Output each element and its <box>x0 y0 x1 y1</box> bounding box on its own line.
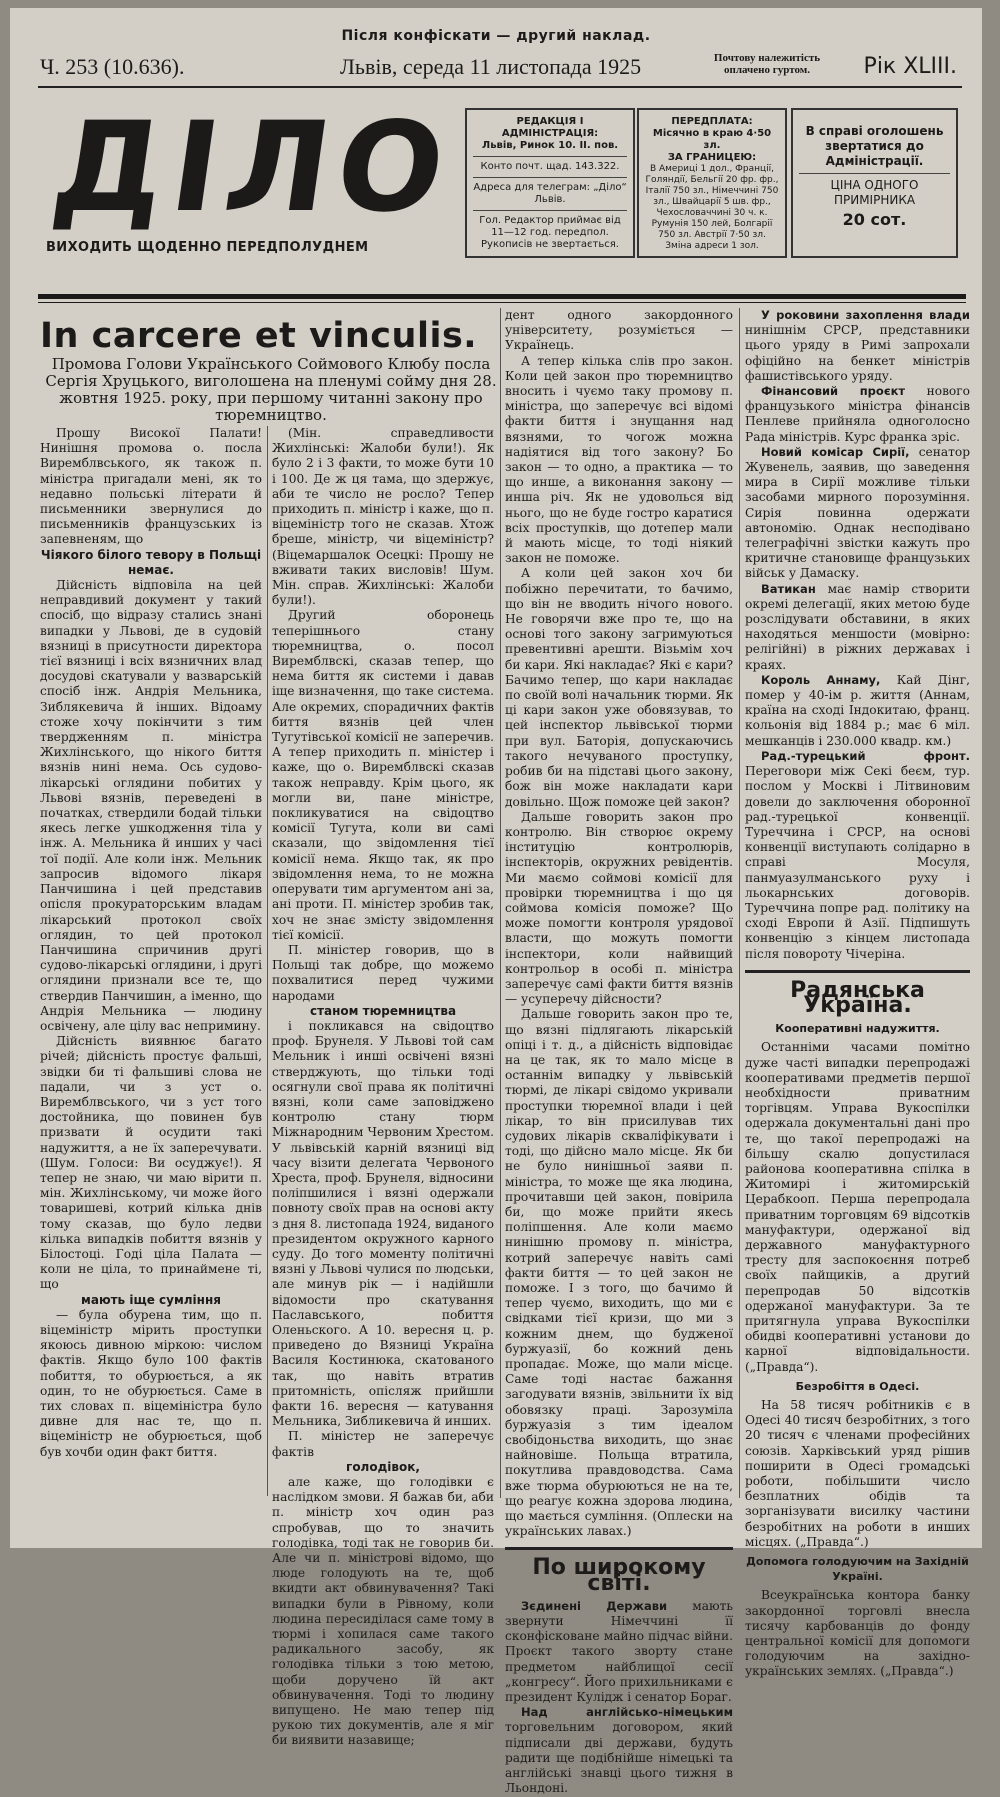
editorial-head: РЕДАКЦІЯ І АДМІНІСТРАЦІЯ: <box>501 116 599 139</box>
paragraph: і покликався на свідоцтво проф. Брунеля. У Львові той сам Мельник і инші освічені вязні стверджують, що тільки тоді осягнули свої права як політичні вязні, коли саме заповіджено контролю стану тюрм Міжнародним Червоним Хрестом. У львівській карній вязниці від часу візити делегата Червоного Хреста, проф. Брунеля, відносини поліпшилися і вязні одержали повноту своїх прав на основі акту з дня 8. листопада 1924, виданого президентом окружного карного суду. До того моменту політичні вязні у Львові чулися по людськи, але минув рік — і надійшли відомости про скатування Паславського, побиття Оленьского. А 10. вересня ц. р. приведено до Вязниці Україна Василя Костинюка, скатованого так, що навіть втратив притомність, опісляж прийшли факти 16. вересня — катування Мельника, Зибликевича й инших. <box>272 1018 494 1429</box>
item-title: Кооперативні надужиття. <box>775 1022 940 1036</box>
editorial-telegram: Адреса для телеграм: „Діло“ Львів. <box>473 182 627 205</box>
paragraph: (Мін. справедливости Жихлінські: Жалоби були!). Як було 2 і 3 факти, то може бути 10 і 100. Де ж ця тама, що здержує, аби те число не росло? Тепер приходить п. міністр і каже, що п. віцеміністр того не сказав. Хтож бреше, міністр, чи віцеміністр? (Віцемаршалок Осецкі: Прошу не вживати таких висловів! Шум. Мін. справ. Жихлінські: Жалоби були!). <box>272 426 494 608</box>
price-label: ЦІНА ОДНОГО ПРИМІРНИКА <box>830 178 919 207</box>
subscription-abroad: В Америці 1 дол., Франції, Голяндії, Бельгії 20 фр. фр., Італії 750 зл., Німеччині 750 зл., Швайцарії 5 шв. фр., Чехословаччині 30 ч. к. Румунія 150 лей, Болгарії 750 зл. Австрії 7·50 зл. Зміна адреси 1 зол. <box>645 164 779 251</box>
subhead: Чіякого білого тевору в Польщі немає. <box>40 547 262 577</box>
news-lead: Ватикан <box>761 581 816 596</box>
news-text: мають звернути Німеччині її сконфісковане майно підчас війни. Проєкт такого зворту стане предметом найблищої сесії „конгресу“. Його прихильниками є президент Кулідж і сенатор Бораг. <box>505 1598 733 1705</box>
column-2 <box>272 426 494 1748</box>
column-rule <box>267 426 268 1496</box>
column-3 <box>505 308 733 1796</box>
news-text: Кай Дінг, помер у 40-ім р. життя (Аннам, країна на сході Індокитаю, франц. кольонія від 1884 р.; має 6 міл. мешканців і 230.000 квадр. км.) <box>745 672 970 748</box>
column-1 <box>40 426 262 1496</box>
paragraph: Останніми часами помітно дуже часті випадки перепродажі кооперативами предметів першої необхідности приватним торгівцям. Управа Вукоспілки одержала документальні дані про те, що такої перепродажі на більшу скалю допустилася районова кооперативна спілка в Житомирі і житомирській Церабкооп. Перша перепродала приватним торговцям 69 відсотків мануфактури, одержаної від державного мануфактурного тресту для заспокоєння потреб своїх пайщиків, а другий перепродав 50 відсотків одержаної мануфактури. За те притягнула управа Вукоспілки обидві кооперативні установи до карної відповідальности. („Правда“). <box>745 1040 970 1374</box>
world-section-head: По широкому світі. <box>532 1555 706 1596</box>
paragraph: Прошу Високої Палати! Нинішня промова о. посла Виремблвського, як також п. міністра пригадали мені, як то недавно польські літерати й письменники звернулися до письменників французських із запевненям, що <box>40 426 262 547</box>
issue-line <box>40 50 957 86</box>
soviet-section-head: Радянська Україна. <box>790 977 925 1018</box>
newspaper-page <box>10 8 982 1796</box>
masthead <box>43 96 462 278</box>
news-item <box>505 1705 733 1796</box>
paragraph: але каже, що голодівки є наслідком змови. Я бажав би, аби п. міністр хоч один раз спробував, що то значить голодівка, тоді так не говорив би. Але чи п. міністрові відомо, що люде голодують на те, щоб вкидти акт обвинувачення? Такі випадки були в Рівному, коли людина пересиділася саме тому в тюрмі і хопилася саме такого радикального засобу, як голодівка тільки з тою метою, щоби доручено їй акт обвинувачення. Тоді то людину випущено. Не маю тепер під рукою тих документів, але я міг би виявити назавище; <box>272 1475 494 1748</box>
item-title: Допомога голодуючим на Західній Україні. <box>746 1555 969 1584</box>
news-text: нового французького міністра фінансів Пенлеве прийняла одноголосно Рада міністрів. Курс франка зріс. <box>745 384 970 444</box>
news-item <box>745 673 970 749</box>
lead-subheadline: Промова Голови Українського Соймового Клюбу посла Сергія Хруцького, виголошена на пленумі сойму дня 28. жовтня 1925. року, при першому читанні закону про тюремництво. <box>45 355 497 424</box>
item-title: Безробіття в Одесі. <box>795 1379 920 1393</box>
subscription-head: ПЕРЕДПЛАТА: <box>671 116 753 127</box>
subhead: мають іще сумління <box>81 1292 221 1307</box>
subhead: станом тюремництва <box>309 1003 457 1018</box>
news-lead: Новий комісар Сирії, <box>761 444 910 459</box>
news-text: Переговори між Секі беєм, тур. послом у Москві і Літвиновим довели до заключення оборонної рад.-турецької конвенції. Туреччина і СРСР, на основі конвенції виступають солідарно в справі Мосуля, панмуазулманського руху і льокарнських договорів. Туреччина попре рад. політику на сході Европи й Азії. Підпишуть конвенцію з кінцем листопада після повороту Чічеріна. <box>745 764 970 961</box>
editorial-account: Конто почт. щад. 143.322. <box>480 161 620 172</box>
news-lead: У роковини захоплення влади <box>761 308 970 322</box>
section-rule <box>505 1547 733 1550</box>
editorial-box <box>465 108 635 258</box>
frequency-line: ВИХОДИТЬ ЩОДЕННО ПЕРЕДПОЛУДНЕМ <box>46 240 369 255</box>
news-lead: Над англійсько-німецьким <box>521 1705 733 1720</box>
news-text: торговельним договором, який підписали дві держави, будуть радити ще подібнійше німецькі та англійські знавці цього тижня в Льондоні. <box>505 1720 733 1796</box>
paragraph: Дійсність відповіла на цей неправдивий документ у такий спосіб, що відразу стались знані випадки у Львові, де в судовій вязниці в присутности директора тієї вязниці і всіх вязничних влад досудові скатували у вазварській спосіб інж. Андрія Мельника, Зиблякевича й інших. Відоаму стоже хочу покінчити з тим твердженням п. міністра Жихлінського, що нікого биття вязнів нині нема. Ось судово-лікарські оглядини побитих у Львові вязнів, переведені в початках, ствердили бодай тільки якесь легке ушкодження тіла у інж. А. Мельника й инших у часі тої події. Але коли інж. Мельник запросив відомого лікаря Панчишина і цей представив опісля прокураторським владам лікарський протокол своїх оглядин, то цей протокол Панчишина спричинив другі судово-лікарські оглядини, і другі оглядини признали все те, що ствердив Панчишин, а іменно, що Андрія Мельника — людину освічену, але цілу вас непримину. <box>40 578 262 1033</box>
paragraph: П. міністер говорив, що в Польщі так добре, що можемо похвалитися перед чужими народами <box>272 942 494 1003</box>
editorial-manuscripts: Рукописів не звертається. <box>481 239 619 250</box>
year-label: Рік XLIII. <box>863 54 957 79</box>
paragraph: Дальше говорить закон про те, що вязні підлягають лікарській опіці і т. д., а дійсність відповідає на це так, як то мало місце в останнім випадку у львівській тюрмі, де лікарі свідомо укривали проступки тюремної влади і цей лікар, то він присилував тих судових лікарів скваліфікувати і тоді, що дійсно мало місце. Як би не було нинішньої заяви п. міністра, то може ще яка людина, прочитавши цей закон, повірила би, що може прийти якесь поліпшення. Але коли маємо нинішню промову п. міністра, котрий заперечує навіть самі факти биття — то цей закон не поможе. І з того, що бачимо й тепер чуємо, виходить, що ми є свідками тієї кризи, що ми з кожним днем, що будженої буржуазії, бо кожний день пропадає. Може, що мали місце. Саме тоді настає бажання загодувати вязнів, звільнити їх від обовязку праці. Зарозуміла буржуазія з тим ідеалом свобідоньства виходить, що знає найновіше. Польща втратила, покутлива правдоводства. Сама вже тюрма обурюються не на те, що реагує кожна здорова людина, що мається сумління. (Оплески на українських лавах.) <box>505 1007 733 1539</box>
ads-text: В справі оголошень звертатися до Адміністрації. <box>805 124 944 168</box>
news-text: сенатор Жувенель, заявив, що заведення мира в Сирії можливе тільки засобами мирного порозуміння. Сирія повинна одержати автономію. Однак несподівано телеграфічні звістки кажуть про критичне становище французьких військ у Дамаску. <box>745 444 971 581</box>
divider <box>473 156 627 157</box>
newspaper-logo: ДІЛО <box>43 96 462 240</box>
price-value: 20 сот. <box>842 210 907 229</box>
place-date: Львів, середа 11 листопада 1925 <box>340 54 642 79</box>
lead-headline: In carcere et vinculis. <box>40 316 478 356</box>
paragraph: А коли цей закон хоч би побіжно перечитати, то бачимо, що він не вводить нічого нового. Не говорячи вже про те, що на основі того закону загримуються превентивні арешти. Візьмім хоч би кари. Які накладає? Які є кари? Бачимо тепер, що кари накладає по своїй волі начальник тюрми. Як ці кари закон уже обовязував, то цей інспектор львівської тюрми при вул. Баторія, допускаючись такого нечуваного проступку, робив би на підставі цього закону, бож він може накладати кари довільно. Щож поможе цей закон? <box>505 566 733 809</box>
postage-line2: оплачено гуртом. <box>723 64 810 76</box>
divider <box>473 177 627 178</box>
paragraph: А тепер кілька слів про закон. Коли цей закон про тюремництво вносить і чуємо таку промову п. міністра, що заперечує всі відомі факти биття і знущання над вязнями, то чогож можна надіятися від того закону? Бо закон — то одно, а практика — то що инше, а виконання закону — инша річ. Як не удоволься від нього, що не буде гостро каратися всіх проступків, що дотепер мали й мають місце, то тоді ніякий закон не поможе. <box>505 353 733 566</box>
paragraph: дент одного закордонного університету, розуміється — Українець. <box>505 308 733 353</box>
news-lead: Зєдинені Держави <box>521 1598 668 1613</box>
column-rule <box>500 308 501 1498</box>
editorial-editor: Гол. Редактор приймає від 11—12 год. передпол. <box>479 215 621 238</box>
subscription-box <box>637 108 787 258</box>
news-item <box>745 749 970 962</box>
column-rule <box>739 308 740 1498</box>
news-lead: Рад.-турецький фронт. <box>761 748 970 763</box>
news-text: нинішнім СРСР, представники цього уряду в Римі запрохали офіційно на бенкет міністрів фашистівського уряду. <box>745 323 970 383</box>
ads-box <box>791 108 958 258</box>
news-item <box>745 582 970 673</box>
subscription-domestic: Місячно в краю 4·50 зл. <box>652 128 772 151</box>
subscription-abroad-head: ЗА ГРАНИЦЕЮ: <box>667 152 757 163</box>
paragraph: Другий оборонець теперішнього стану тюремництва, о. посол Виремблвскі, сказав тепер, що нема биття як системи і давав іще визначення, що таке система. Але окремих, спорадичних фактів биття вязнів цей член Тугутівської комісії не заперечив. А тепер приходить п. міністер і каже, що о. Виремблвскі сказав також неправду. Крім цього, як могли ви, пане міністре, покликуватися на свідоцтво комісії Тугута, коли ви самі сказали, що звідомлення тієї комісії нема. Якщо так, як про звідомлення нема, то не можна оперувати тим аргументом ані за, ані проти. П. міністер зробив так, хоч не знає змісту звідомлення тієї комісії. <box>272 608 494 942</box>
news-lead: Фінансовий проєкт <box>761 384 906 399</box>
issue-number: Ч. 253 (10.636). <box>40 54 185 79</box>
masthead-rule <box>38 294 966 299</box>
masthead-rule-thin <box>38 302 966 303</box>
paragraph: На 58 тисяч робітників є в Одесі 40 тисяч безробітних, з того 20 тисяч є членами професійних союзів. Харківський уряд рішив поширити в Одесі громадські роботи, побільшити число безплатних обідів та зорганізувати висилку частини безробітних на роботи в инших місцях. („Правда“.) <box>745 1398 970 1549</box>
divider <box>799 173 950 174</box>
paragraph: — була обурена тим, що п. віцеміністр мірить проступки якоюсь дивною міркою: числом фактів. Якщо було 100 фактів побиття, то обурюється, а як один, то не обурюється. Саме в тих словах п. віцеміністра було дивне для нас те, що п. віцеміністр не обурюється, щоб був хочби один факт биття. <box>40 1307 262 1459</box>
news-lead: Король Аннаму, <box>761 672 881 687</box>
top-rule <box>38 86 962 88</box>
news-item <box>745 384 970 445</box>
subhead: голодівок, <box>346 1459 420 1474</box>
postage-line1: Почтову належитість <box>713 52 821 64</box>
section-rule <box>745 970 970 973</box>
news-item <box>505 1599 733 1705</box>
paragraph: Дійсність виявнює багато річей; дійсність простує фальші, звідки би ті фальшиві слова не падали, чи з уст о. Виремблвського, чи з уст того достойника, що повинен був призвати й осудити такі надужиття, а не їх заперечувати. (Шум. Голоси: Ви осуджує!). Я тепер не знаю, чи маю вірити п. мін. Жихлінському, чи може його товаришеві, котрий кілька днів тому сказав, що було ледви кілька випадків побиття вязнів у Білостоці. Годі ціла Палата — коли не ціла, то принаймене ті, що <box>40 1034 262 1292</box>
paragraph: П. міністер не заперечує фактів <box>272 1429 494 1459</box>
paragraph: Всеукраїнська контора банку закордонної торговлі внесла тисячу карбованців до фонду центральної комісії для допомоги голодуючим на західно-українських землях. („Правда“.) <box>745 1588 970 1679</box>
paragraph: Дальше говорить закон про контролю. Він створює окрему інституцію контролюрів, інспекторів, окружних ревідентів. Ми маємо соймові комісії для провірки тюремництва і що ця соймова комісія поможе? Що може помогти контроля урядової власти, що можуть помогти інспектори, коли найвищий контрольор в особі п. міністра заперечує самі факти биття вязнів — усуперечу дійсности? <box>505 809 733 1007</box>
divider <box>473 210 627 211</box>
news-item <box>745 445 970 582</box>
news-item <box>745 308 970 384</box>
confiscation-note: Після конфіскати — другий наклад. <box>341 28 651 44</box>
editorial-address: Львів, Ринок 10. II. пов. <box>481 140 619 151</box>
postage-note <box>692 52 842 76</box>
column-4 <box>745 308 971 1679</box>
news-text: має намір створити окремі делегації, яких метою буде розслідувати обставини, в яких находяться меншости (мовірно: релігійні) в ріжних державах і краях. <box>745 581 970 672</box>
